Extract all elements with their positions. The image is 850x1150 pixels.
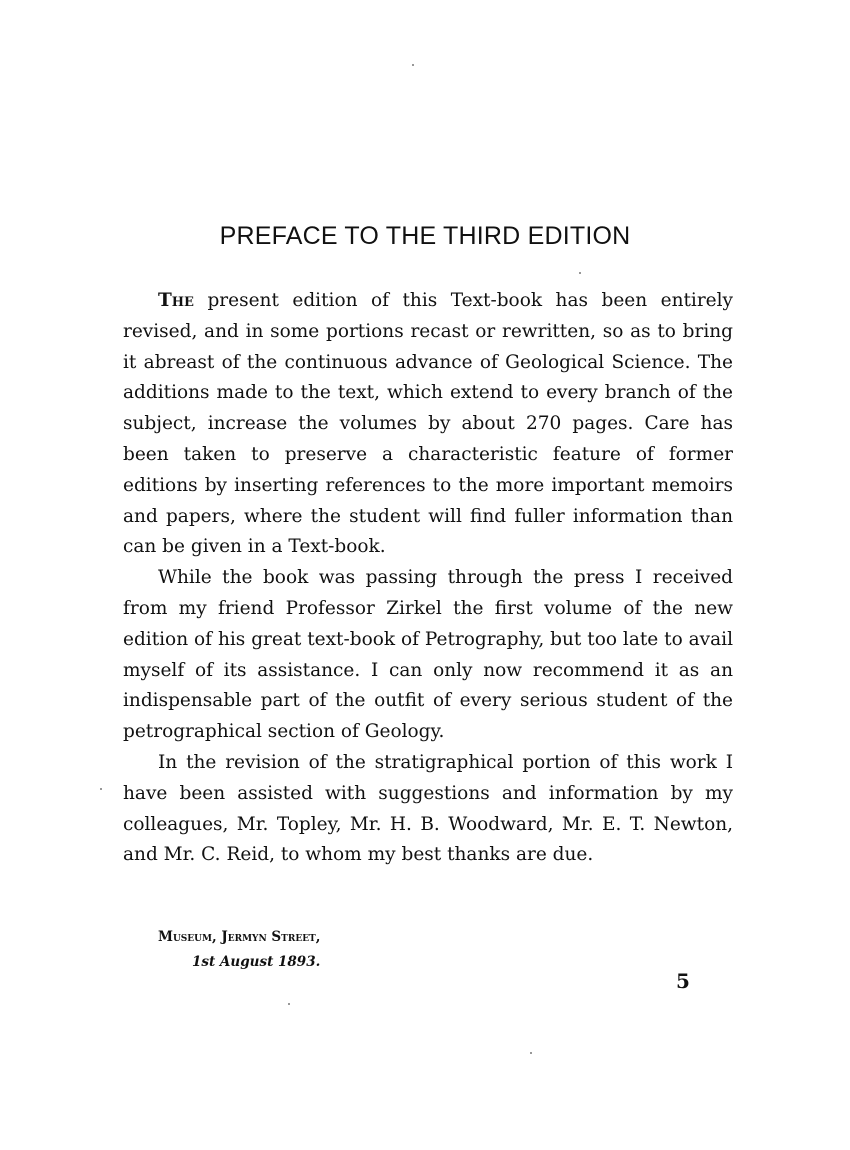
paper-speck: [412, 64, 414, 66]
paragraph-3: In the revision of the stratigraphical portion of this work I have been assisted with suggestions and information by my colleagues, Mr. Topley, Mr. H. B. Woodward, Mr. E. T. Newton, and Mr. C. Reid, to whom my best thanks are due.: [123, 751, 733, 866]
page-title: PREFACE TO THE THIRD EDITION: [219, 222, 631, 250]
paper-speck: [530, 1052, 532, 1054]
signoff: [158, 925, 320, 975]
paragraph-1-text: present edition of this Text-book has been entirely revised, and in some portions recast or rewritten, so as to bring it abreast of the continuous advance of Geological Science. The additions made to the text, which extend to every branch of the subject, increase the volumes by about 270 pages. Care has been taken to preserve a characteristic feature of former editions by inserting references to the more important memoirs and papers, where the student will find fuller information than can be given in a Text-book.: [123, 290, 733, 558]
signoff-date: 1st August 1893.: [192, 954, 321, 970]
paragraph-2: While the book was passing through the press I received from my friend Professor Zirkel the first volume of the new edition of his great text-book of Petrography, but too late to avail myself of its assistance. I can only now recommend it as an indispensable part of the outfit of every serious student of the petrographical section of Geology.: [123, 567, 733, 743]
signoff-place: Museum, Jermyn Street,: [158, 929, 321, 945]
preface-body: [123, 286, 733, 871]
paragraph-1: [123, 286, 733, 563]
paper-speck: [579, 272, 581, 274]
page-number: 5: [676, 969, 690, 993]
paragraph-1-lead: The: [158, 290, 194, 311]
paper-speck: [288, 1003, 290, 1005]
paper-speck: [100, 788, 102, 790]
